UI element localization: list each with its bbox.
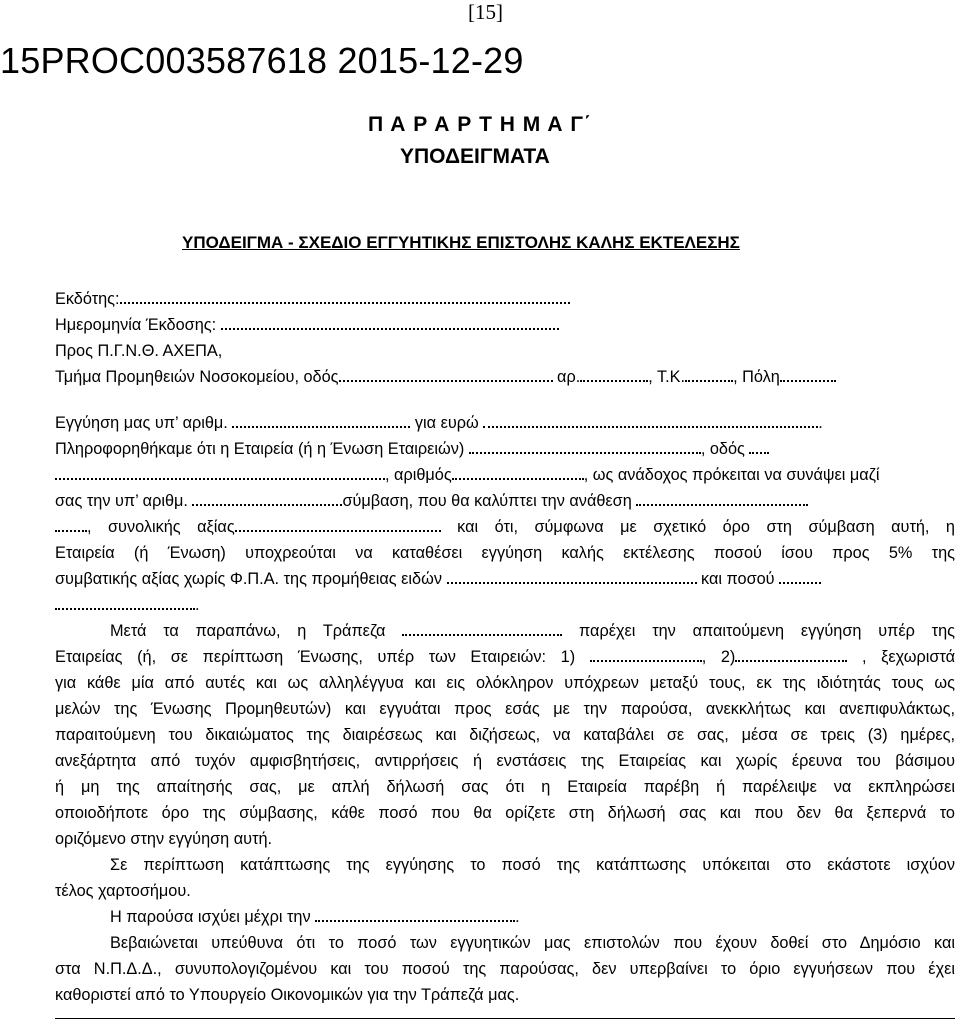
forfeiture-line-2: τέλος χαρτοσήμου. bbox=[55, 882, 191, 900]
confirm-line-1: Βεβαιώνεται υπεύθυνα ότι το ποσό των εγγυητικών μας επιστολών που έχουν δοθεί στο Δημόσιο και bbox=[110, 934, 955, 952]
paragraph-line: ή μη της απαίτησής σας, με απλή δήλωσή σας ότι η Εταιρεία παρέβη ή παρέλειψε να εκπληρώσει bbox=[55, 778, 955, 796]
amount-cont-blank[interactable] bbox=[55, 596, 195, 610]
your-no-label: σας την υπ’ αριθμ. bbox=[55, 492, 188, 510]
document-id: 15PROC003587618 2015-12-29 bbox=[0, 40, 524, 81]
supply-label: της προμήθειας ειδών bbox=[283, 570, 442, 588]
city-blank[interactable] bbox=[780, 368, 836, 382]
informed-label: Πληροφορηθήκαμε ότι η Εταιρεία (ή η Ένωση Εταιρειών) bbox=[55, 440, 465, 458]
number-label: αρ. bbox=[557, 368, 581, 386]
forfeiture-line-1: Σε περίπτωση κατάπτωσης της εγγύησης το ποσό της κατάπτωσης υπόκειται στο εκάστοτε ισχύον bbox=[110, 856, 955, 874]
obliged-text: Εταιρεία (ή Ένωση) υποχρεούται να καταθέσει εγγύηση καλής εκτέλεσης ποσού ίσου προς 5% της bbox=[55, 544, 955, 562]
issue-date-label: Ημερομηνία Έκδοσης: bbox=[55, 316, 217, 334]
obliged-line bbox=[55, 540, 955, 566]
informed-line bbox=[55, 436, 955, 462]
and-that-label: και ότι, σύμφωνα με σχετικό όρο στη σύμβαση αυτή, η bbox=[457, 518, 955, 536]
and-amount-label: και ποσού bbox=[701, 570, 775, 588]
to-label: Προς Π.Γ.Ν.Θ. ΑΧΕΠΑ, bbox=[55, 342, 223, 360]
bank-line bbox=[55, 618, 955, 644]
company-address-line bbox=[55, 462, 955, 488]
annex-title: Π Α Ρ Α Ρ Τ Η Μ Α Γ΄ bbox=[368, 113, 592, 136]
supply-line bbox=[55, 566, 955, 592]
page-number: [15] bbox=[468, 0, 503, 24]
second-label: , 2) bbox=[701, 648, 736, 666]
valid-until-line: Η παρούσα ισχύει μέχρι την . bbox=[110, 908, 520, 926]
model-heading: ΥΠΟΔΕΙΓΜΑ - ΣΧΕΔΙΟ ΕΓΓΥΗΤΙΚΗΣ ΕΠΙΣΤΟΛΗΣ ΚΑΛΗΣ ΕΚΤΕΛΕΣΗΣ bbox=[182, 233, 740, 252]
footer-rule bbox=[55, 1018, 955, 1019]
confirm-line-3: καθοριστεί από το Υπουργείο Οικονομικών για την Τράπεζά μας. bbox=[55, 986, 520, 1004]
postcode-label: , Τ.Κ. bbox=[648, 368, 686, 386]
separately-label: , ξεχωριστά bbox=[861, 648, 955, 666]
company-number-blank[interactable] bbox=[452, 466, 584, 480]
period: . bbox=[195, 596, 200, 614]
company-blank[interactable] bbox=[469, 440, 701, 454]
company-street-cont-blank[interactable] bbox=[55, 466, 385, 480]
total-value-line bbox=[55, 514, 955, 540]
paragraph-line: μελών της Ένωσης Προμηθευτών) και εγγυάται προς εσάς με την παρούσα, ανεκκλήτως και ανεπιφυλάκτως, bbox=[55, 700, 955, 718]
guarantee-no-blank[interactable] bbox=[232, 414, 410, 428]
issuer-label: Εκδότης: bbox=[55, 290, 120, 308]
confirm-line-2: στα Ν.Π.Δ.Δ., συνυπολογιζομένου και του ποσού της παρούσας, δεν υπερβαίνει το όριο εγγυήσεων που έχει bbox=[55, 960, 955, 978]
after-that-label: Μετά τα παραπάνω, η Τράπεζα bbox=[110, 622, 386, 640]
supply-blank[interactable] bbox=[447, 570, 697, 584]
letter-body bbox=[55, 286, 955, 1008]
assignment-cont-blank[interactable] bbox=[55, 518, 87, 532]
street-blank[interactable] bbox=[339, 368, 553, 382]
department-line bbox=[55, 364, 955, 390]
total-value-blank[interactable] bbox=[235, 518, 441, 532]
euro-amount-blank[interactable] bbox=[483, 414, 818, 428]
guarantee-line: Εγγύηση μας υπ’ αριθμ. για ευρώ . bbox=[55, 414, 823, 432]
companies-line bbox=[55, 644, 955, 670]
contract-no-blank[interactable] bbox=[192, 492, 342, 506]
contractor-label: , ως ανάδοχος πρόκειται να συνάψει μαζί bbox=[583, 466, 880, 484]
company-1-blank[interactable] bbox=[590, 648, 702, 662]
city-label: , Πόλη bbox=[733, 368, 780, 386]
to-line bbox=[55, 338, 955, 364]
for-euro-label: για ευρώ bbox=[414, 414, 479, 432]
issuer-line bbox=[55, 286, 955, 312]
street-label: , οδός bbox=[700, 440, 745, 458]
company-number-label: , αριθμός bbox=[385, 466, 452, 484]
annex-subtitle: ΥΠΟΔΕΙΓΜΑΤΑ bbox=[400, 145, 550, 168]
contract-line bbox=[55, 488, 955, 514]
valid-until-blank[interactable] bbox=[315, 908, 515, 922]
issue-date-blank[interactable] bbox=[221, 316, 559, 330]
company-2-blank[interactable] bbox=[735, 648, 847, 662]
company-case-label: Εταιρείας (ή, σε περίπτωση Ένωσης, υπέρ των Εταιρειών: 1) bbox=[55, 648, 576, 666]
guarantee-no-label: Εγγύηση μας υπ’ αριθμ. bbox=[55, 414, 228, 432]
paragraph-line: παραιτούμενη του δικαιώματος της διαιρέσεως και διζήσεως, να καταβάλει σε σας, μέσα σε τρεις (3) ημέρες, bbox=[55, 726, 955, 744]
paragraph-line: για κάθε μία από αυτές και ως αλληλέγγυα και εις ολόκληρον υπόχρεων μεταξύ τους, εκ της ιδιότητάς τους ως bbox=[55, 674, 955, 692]
number-blank[interactable] bbox=[580, 368, 648, 382]
company-street-blank[interactable] bbox=[749, 440, 769, 454]
postcode-blank[interactable] bbox=[685, 368, 733, 382]
paragraph-line: οποιοδήποτε όρο της σύμβασης, κάθε ποσό που θα ορίζετε στη δήλωσή σας και που δεν θα ξεπερνά το bbox=[55, 804, 955, 822]
paragraph-last-line: οριζόμενο στην εγγύηση αυτή. bbox=[55, 830, 273, 848]
bank-blank[interactable] bbox=[402, 622, 562, 636]
assignment-blank[interactable] bbox=[636, 492, 808, 506]
provides-label: παρέχει την απαιτούμενη εγγύηση υπέρ της bbox=[579, 622, 955, 640]
total-value-label: , συνολικής αξίας bbox=[87, 518, 235, 536]
amount-blank[interactable] bbox=[779, 570, 821, 584]
amount-cont-line bbox=[55, 592, 955, 618]
paragraph-line: ανεξάρτητα από τυχόν αμφισβητήσεις, αντιρρήσεις ή ενστάσεις της Εταιρείας και χωρίς έρευνα του βάσιμου bbox=[55, 752, 955, 770]
issue-date-line bbox=[55, 312, 955, 338]
department-label: Τμήμα Προμηθειών Νοσοκομείου, οδός bbox=[55, 368, 339, 386]
contract-cover-label: σύμβαση, που θα καλύπτει την ανάθεση bbox=[342, 492, 632, 510]
issuer-blank[interactable] bbox=[120, 290, 570, 304]
valid-until-label: Η παρούσα ισχύει μέχρι την bbox=[110, 908, 311, 926]
contract-value-label: συμβατικής αξίας χωρίς Φ.Π.Α. bbox=[55, 570, 280, 588]
